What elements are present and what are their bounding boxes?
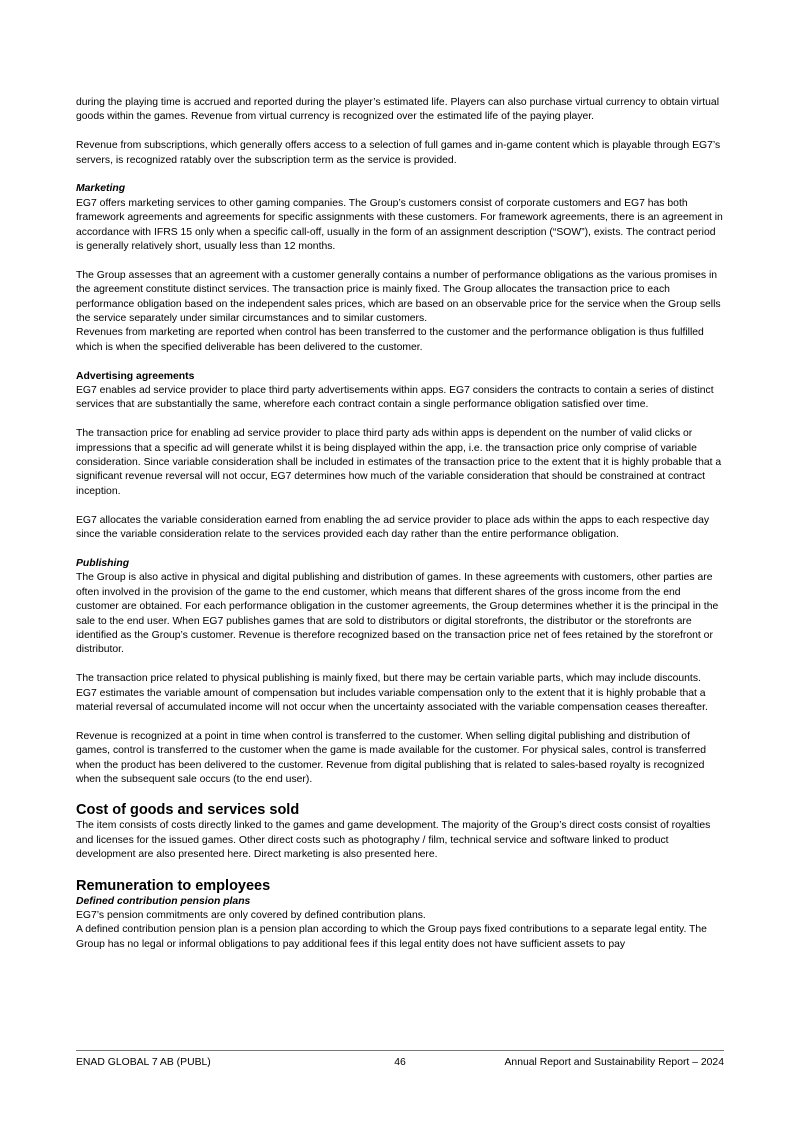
section-subheading-publishing: Publishing <box>76 557 130 569</box>
footer-report-title: Annual Report and Sustainability Report – 2024 <box>504 1057 724 1068</box>
section-subheading-advertising: Advertising agreements <box>76 370 195 382</box>
paragraph: during the playing time is accrued and reported during the player’s estimated life. Players can also purchase virtual currency to obtain virtual goods within the games. Revenue from virtual currency is recognized over the estimated life of the paying player. <box>76 97 720 123</box>
paragraph: EG7’s pension commitments are only covered by defined contribution plans. <box>76 909 426 921</box>
paragraph: EG7 allocates the variable consideration earned from enabling the ad service provider to place ads within the apps to each respective day since the variable consideration relate to the services provided each day rather than the entire performance obligation. <box>76 514 710 541</box>
section-subheading-marketing: Marketing <box>76 183 126 195</box>
paragraph: EG7 offers marketing services to other gaming companies. The Group’s customers consist of corporate customers and EG7 has both framework agreements and agreements for specific assignments with these customers. For framework agreements, there is an agreement in accordance with IFRS 15 only when a specific call-off, usually in the form of an assignment description (“SOW”), exists. The contract period is generally relatively short, usually less than 12 months. <box>76 197 723 253</box>
paragraph: The Group is also active in physical and digital publishing and distribution of games. In these agreements with customers, other parties are often involved in the provision of the game to the end customer, which means that different shares of the gross income from the end customer are obtained. For each performance obligation in the customer agreements, the Group determines whether it is the principal in the sale to the end user. When EG7 publishes games that are sold to distributors or digital storefronts, the distributor or the storefronts are identified as the Group’s customer. Revenue is therefore recognized based on the transaction price net of fees retained by the storefront or distributor. <box>76 572 719 656</box>
footer-company: ENAD GLOBAL 7 AB (PUBL) <box>76 1057 211 1068</box>
paragraph: A defined contribution pension plan is a pension plan according to which the Group pays fixed contributions to a separate legal entity. The Group has no legal or informal obligations to pay additional fees if this legal entity does not have sufficient assets to pay <box>76 924 707 950</box>
paragraph: Revenues from marketing are reported when control has been transferred to the customer and the performance obligation is thus fulfilled which is when the specified deliverable has been delivered to the customer. <box>76 327 704 353</box>
section-heading-cogs: Cost of goods and services sold <box>76 802 300 819</box>
paragraph: Revenue is recognized at a point in time when control is transferred to the customer. When selling digital publishing and distribution of games, control is transferred to the customer when the game is made available for the customer. For physical sales, control is transferred when the product has been delivered to the customer. Revenue from digital publishing that is related to sales-based royalty is recognized when the subsequent sale occurs (to the end user). <box>76 730 707 785</box>
paragraph: The transaction price related to physical publishing is mainly fixed, but there may be certain variable parts, which may include discounts. EG7 estimates the variable amount of compensation but includes variable compensation only to the extent that it is highly probable that a material reversal of accumulated income will not occur when the uncertainty associated with the variable compensation ceases thereafter. <box>76 673 708 713</box>
document-body <box>76 96 724 952</box>
paragraph: The item consists of costs directly linked to the games and game development. The majority of the Group’s direct costs consist of royalties and licenses for the issued games. Other direct costs such as photography / film, technical service and software linked to product development are also presented here. Direct marketing is also presented here. <box>76 820 711 861</box>
section-heading-remuneration: Remuneration to employees <box>76 877 271 894</box>
section-subheading-pension: Defined contribution pension plans <box>76 895 251 907</box>
paragraph: EG7 enables ad service provider to place third party advertisements within apps. EG7 considers the contracts to contain a series of distinct services that are substantially the same, wherefore each contract contain a single performance obligation satisfied over time. <box>76 385 714 411</box>
paragraph: The Group assesses that an agreement with a customer generally contains a number of performance obligations as the various promises in the agreement constitute distinct services. The transaction price is mainly fixed. The Group allocates the transaction price to each performance obligation based on the independent sales prices, which are based on an observable price for the service when the Group sells the service separately under similar circumstances and to similar customers. <box>76 269 721 325</box>
page-footer <box>76 1050 724 1068</box>
footer-page-number: 46 <box>394 1057 406 1068</box>
paragraph: The transaction price for enabling ad service provider to place third party ads within apps is dependent on the number of valid clicks or impressions that a specific ad will generate whilst it is being displayed within the app, i.e. the transaction price only comprise of variable consideration. Since variable consideration shall be included in estimates of the transaction price to the extent that it is highly probable that a significant revenue reversal will not occur, EG7 determines how much of the variable consideration that should be constrained at contract inception. <box>76 428 722 497</box>
paragraph: Revenue from subscriptions, which generally offers access to a selection of full games and in-game content which is playable through EG7’s servers, is recognized ratably over the subscription term as the service is provided. <box>76 140 721 166</box>
